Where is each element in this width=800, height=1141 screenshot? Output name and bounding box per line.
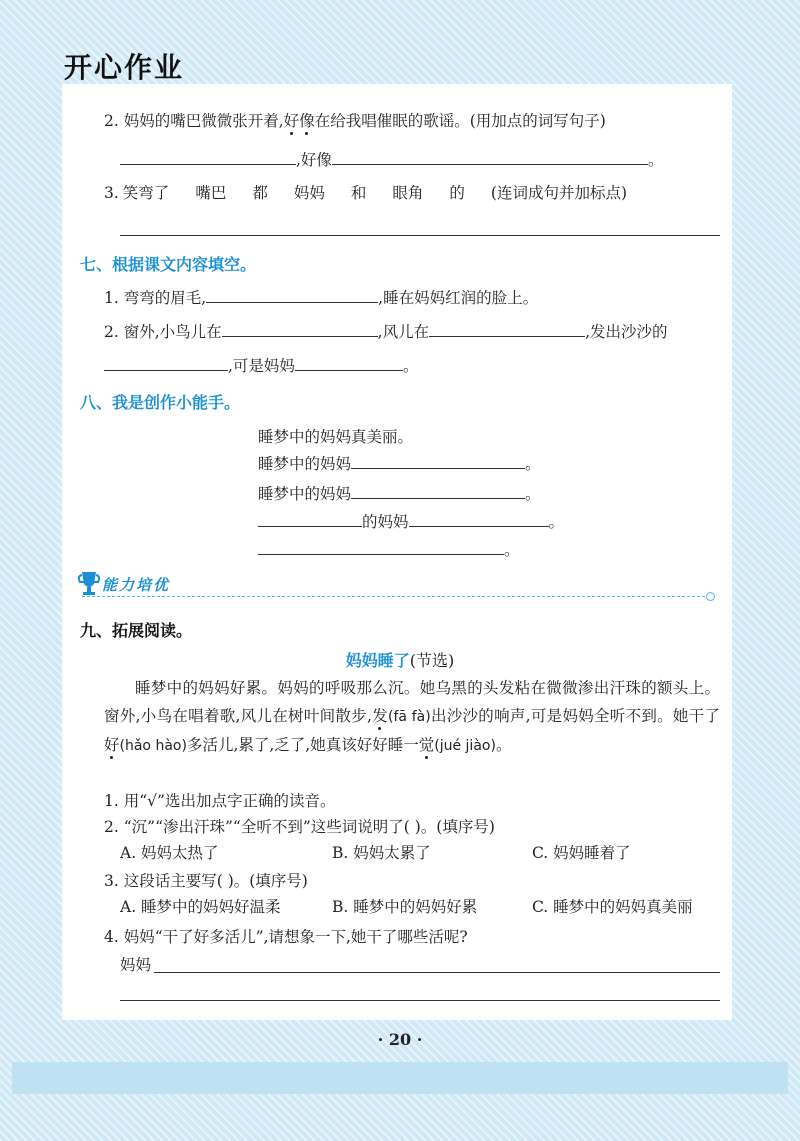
s9-q2: 2. “沉”“渗出汗珠”“全听不到”这些词说明了( )。(填序号) (104, 818, 495, 836)
s9-q4-lead: 妈妈 (120, 956, 152, 974)
q6-item2-prompt: 2. 妈妈的嘴巴微微张开着,好像在给我唱催眠的歌谣。(用加点的词写句子) (104, 112, 606, 130)
divider-end-dot (706, 592, 715, 601)
s8-line3: 睡梦中的妈妈 。 (258, 482, 541, 505)
answer-blank[interactable] (206, 286, 378, 303)
answer-blank[interactable] (295, 354, 403, 371)
dotted-char-jue: 觉 (418, 736, 435, 754)
option-c[interactable]: C. 睡梦中的妈妈真美丽 (532, 898, 693, 916)
answer-blank[interactable] (351, 482, 525, 499)
s9-q4: 4. 妈妈“干了好多活儿”,请想象一下,她干了哪些活呢? (104, 928, 468, 946)
dotted-char: 像 (299, 112, 315, 130)
option-a[interactable]: A. 睡梦中的妈妈好温柔 (120, 898, 281, 916)
page-number: · 20 · (377, 1030, 423, 1049)
ability-banner (76, 568, 716, 604)
answer-blank[interactable] (258, 510, 362, 527)
pinyin-options[interactable]: (jué jiào) (434, 738, 496, 754)
section-7-heading: 七、根据课文内容填空。 (80, 255, 257, 274)
s8-line5: 。 (258, 538, 520, 561)
passage-title: 妈妈睡了(节选) (345, 651, 455, 670)
answer-line[interactable] (120, 1000, 720, 1001)
s8-line1: 睡梦中的妈妈真美丽。 (258, 428, 414, 446)
dotted-char-fa: 发 (371, 707, 388, 725)
answer-blank[interactable] (429, 320, 585, 337)
section-8-heading: 八、我是创作小能手。 (80, 393, 241, 412)
answer-blank[interactable] (104, 354, 228, 371)
s9-q2-options (120, 842, 631, 864)
ability-label: 能力培优 (102, 576, 171, 594)
section-9-heading: 九、拓展阅读。 (80, 621, 193, 640)
answer-blank[interactable] (258, 538, 504, 555)
page-header-title: 开心作业 (64, 51, 185, 84)
dotted-char: 好 (283, 112, 300, 130)
answer-blank[interactable] (332, 148, 648, 165)
pinyin-options[interactable]: (hǎo hào) (119, 738, 187, 754)
s8-line2: 睡梦中的妈妈 。 (258, 452, 541, 475)
s7-item2-line2: ,可是妈妈 。 (104, 354, 418, 377)
s8-line4: 的妈妈 。 (258, 510, 564, 533)
answer-line[interactable] (154, 972, 720, 973)
answer-blank[interactable] (222, 320, 378, 337)
s7-item1: 1. 弯弯的眉毛, ,睡在妈妈红润的脸上。 (104, 286, 538, 309)
reading-passage: 睡梦中的妈妈好累。妈妈的呼吸那么沉。她乌黑的头发粘在微微渗出汗珠的额头上。窗外,小鸟在唱着歌,风儿在树叶间散步,发(fā fà)出沙沙的响声,可是妈妈全听不到。她干了好(hǎo hào)多活儿,累了,乏了,她真该好好睡一觉(jué jiào)。 (104, 679, 720, 754)
answer-blank[interactable] (351, 452, 525, 469)
answer-blank[interactable] (409, 510, 549, 527)
s9-q1: 1. 用“√”选出加点字正确的读音。 (104, 792, 336, 810)
dashed-divider (82, 596, 710, 597)
s7-item2-line1: 2. 窗外,小鸟儿在 ,风儿在 ,发出沙沙的 (104, 320, 668, 343)
q6-item3-prompt: 3. 笑弯了 嘴巴 都 妈妈 和 眼角 的 (连词成句并加标点) (104, 184, 628, 202)
option-c[interactable]: C. 妈妈睡着了 (532, 844, 631, 862)
s9-q3-options (120, 896, 693, 918)
answer-line[interactable] (120, 235, 720, 236)
option-b[interactable]: B. 妈妈太累了 (332, 844, 431, 862)
dotted-char-hao: 好 (104, 736, 120, 754)
pinyin-options[interactable]: (fā fà) (387, 709, 431, 725)
s9-q3: 3. 这段话主要写( )。(填序号) (104, 872, 308, 890)
answer-blank[interactable] (120, 148, 296, 165)
bottom-band (12, 1062, 788, 1094)
option-a[interactable]: A. 妈妈太热了 (120, 844, 219, 862)
trophy-icon (76, 568, 102, 598)
option-b[interactable]: B. 睡梦中的妈妈好累 (332, 898, 478, 916)
q6-item2-answer: ,好像 。 (120, 148, 663, 171)
